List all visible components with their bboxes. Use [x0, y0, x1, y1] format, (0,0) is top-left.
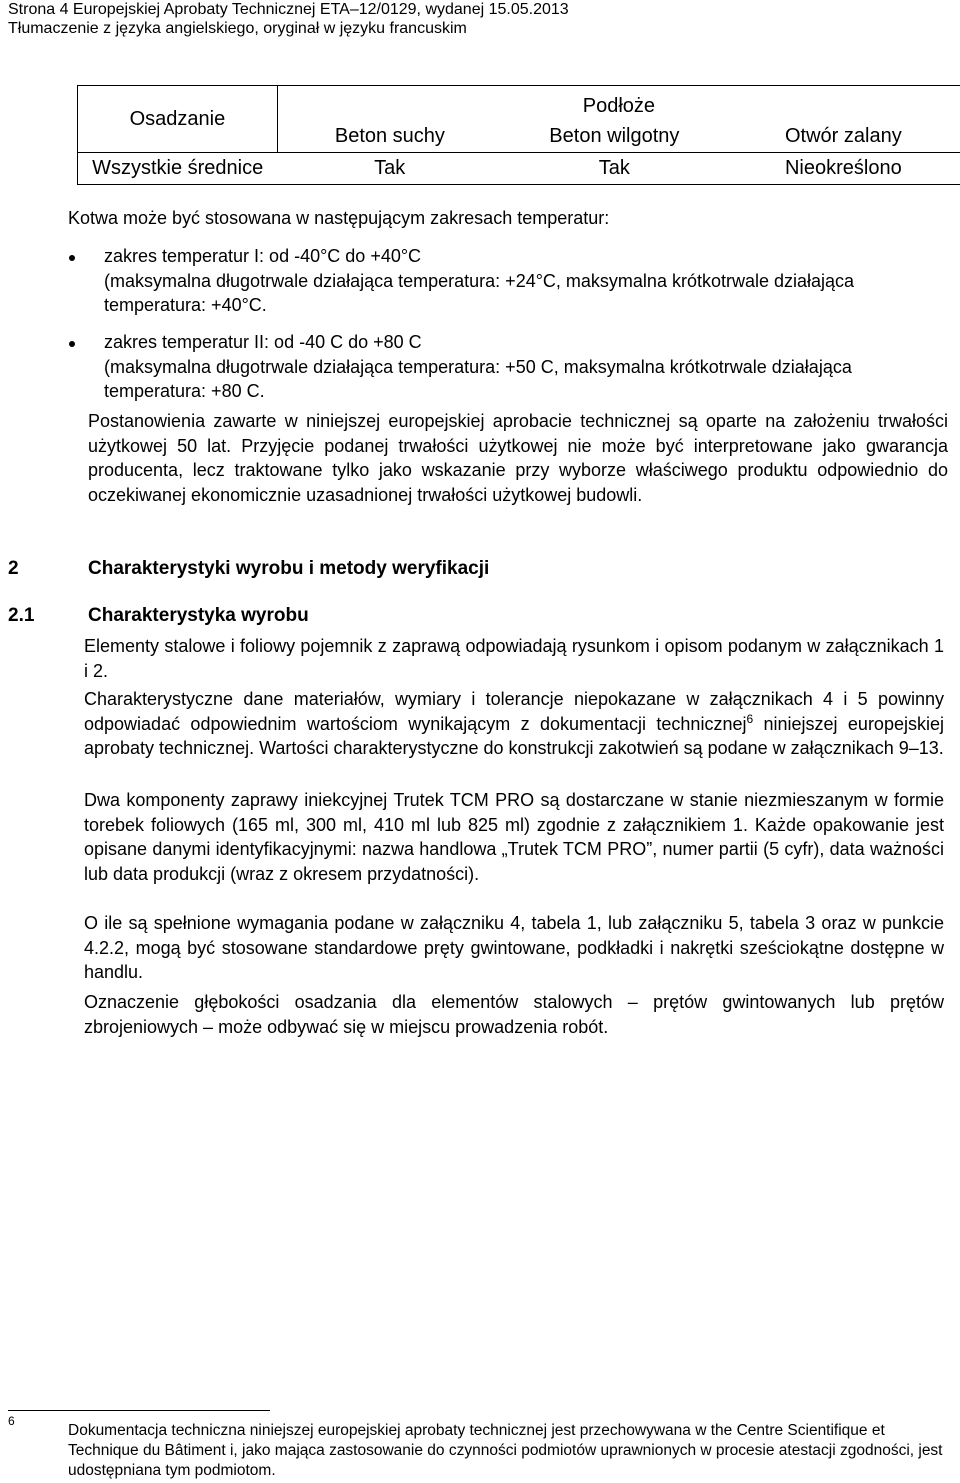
table-cell: Tak — [277, 153, 502, 185]
header-line-1: Strona 4 Europejskiej Aprobaty Technicznej ETA–12/0129, wydanej 15.05.2013 — [8, 1, 569, 18]
table-cell: Tak — [502, 153, 727, 185]
table-row-label: Wszystkie średnice — [78, 153, 278, 185]
footnote-divider — [8, 1410, 270, 1411]
temperature-range-1-title: zakres temperatur I: od -40°C do +40°C — [104, 246, 422, 266]
footnote-number: 6 — [8, 1414, 15, 1428]
section-2-number: 2 — [8, 558, 19, 579]
table-col-header: Otwór zalany — [727, 121, 960, 153]
temperature-range-1-detail: (maksymalna długotrwale działająca temperatura: +24°C, maksymalna krótkotrwale działająca temperatura: +40°C. — [104, 270, 855, 315]
temperature-intro: Kotwa może być stosowana w następującym zakresach temperatur: — [68, 208, 610, 228]
temperature-range-2-detail: (maksymalna długotrwale działająca temperatura: +50 C, maksymalna krótkotrwale działająca temperatura: +80 C. — [104, 356, 852, 401]
page-header — [8, 0, 569, 38]
substrate-table — [77, 85, 960, 185]
footnote-ref: 6 — [746, 711, 754, 726]
paragraph-material-data-b: niniejszej europejskiej aprobaty technicznej. Wartości charakterystyczne do konstrukcji zakotwień są podane w załącznikach 9–13. — [84, 713, 944, 758]
section-2-1-number: 2.1 — [8, 605, 35, 626]
paragraph-steel-elements: Elementy stalowe i foliowy pojemnik z zaprawą odpowiadają rysunkom i opisom podanym w załącznikach 1 i 2. — [84, 636, 944, 681]
footnote-text: Dokumentacja techniczna niniejszej europejskiej aprobaty technicznej jest przechowywana w the Centre Scientifique et Technique du Bâtiment i, jako mająca zastosowanie do czynności podmiotów uprawnionych w procesie atestacji zgodności, jest udostępniana tym podmiotom. — [68, 1422, 943, 1479]
temperature-range-2 — [104, 330, 884, 404]
service-life-note: Postanowienia zawarte w niniejszej europejskiej aprobacie technicznej są oparte na założeniu trwałości użytkowej 50 lat. Przyjęcie podanej trwałości użytkowej nie może być interpretowane jako gwarancja producenta, lecz traktowane tylko jako wskazanie przy wyborze właściwego produktu odpowiednio do oczekiwanej ekonomicznie uzasadnionej trwałości użytkowej budowli. — [88, 411, 948, 505]
paragraph-material-data-a: Charakterystyczne dane materiałów, wymiary i tolerancje niepokazane w załącznikach 4 i 5 powinny odpowiadać odpowiednim wartościom wynikającym z dokumentacji technicznej — [84, 689, 944, 734]
bullet-icon — [69, 341, 75, 347]
table-col-header: Beton suchy — [277, 121, 502, 153]
paragraph-material-data — [84, 687, 944, 761]
temperature-range-2-title: zakres temperatur II: od -40 C do +80 C — [104, 332, 422, 352]
table-group-header: Podłoże — [277, 86, 960, 122]
header-line-2: Tłumaczenie z języka angielskiego, oryginał w języku francuskim — [8, 20, 467, 37]
paragraph-embedment-marking: Oznaczenie głębokości osadzania dla elementów stalowych – prętów gwintowanych lub prętów zbrojeniowych – może odbywać się w miejscu prowadzenia robót. — [84, 992, 944, 1037]
table-col-header: Beton wilgotny — [502, 121, 727, 153]
temperature-range-1 — [104, 244, 884, 318]
section-2-1-title: Charakterystyka wyrobu — [88, 605, 309, 626]
table-row-header: Osadzanie — [78, 86, 278, 153]
table-cell: Nieokreślono — [727, 153, 960, 185]
section-2-title: Charakterystyki wyrobu i metody weryfikacji — [88, 558, 490, 579]
bullet-icon — [69, 255, 75, 261]
paragraph-mortar-components: Dwa komponenty zaprawy iniekcyjnej Trutek TCM PRO są dostarczane w stanie niezmieszanym w formie torebek foliowych (165 ml, 300 ml, 410 ml lub 825 ml) zgodnie z załącznikiem 1. Każde opakowanie jest opisane danymi identyfikacyjnymi: nazwa handlowa „Trutek TCM PRO”, numer partii (5 cyfr), data ważności lub data produkcji (wraz z okresem przydatności). — [84, 790, 944, 884]
paragraph-standard-rods: O ile są spełnione wymagania podane w załączniku 4, tabela 1, lub załączniku 5, tabela 3 oraz w punkcie 4.2.2, mogą być stosowane standardowe pręty gwintowane, podkładki i nakrętki sześciokątne dostępne w handlu. — [84, 913, 944, 982]
